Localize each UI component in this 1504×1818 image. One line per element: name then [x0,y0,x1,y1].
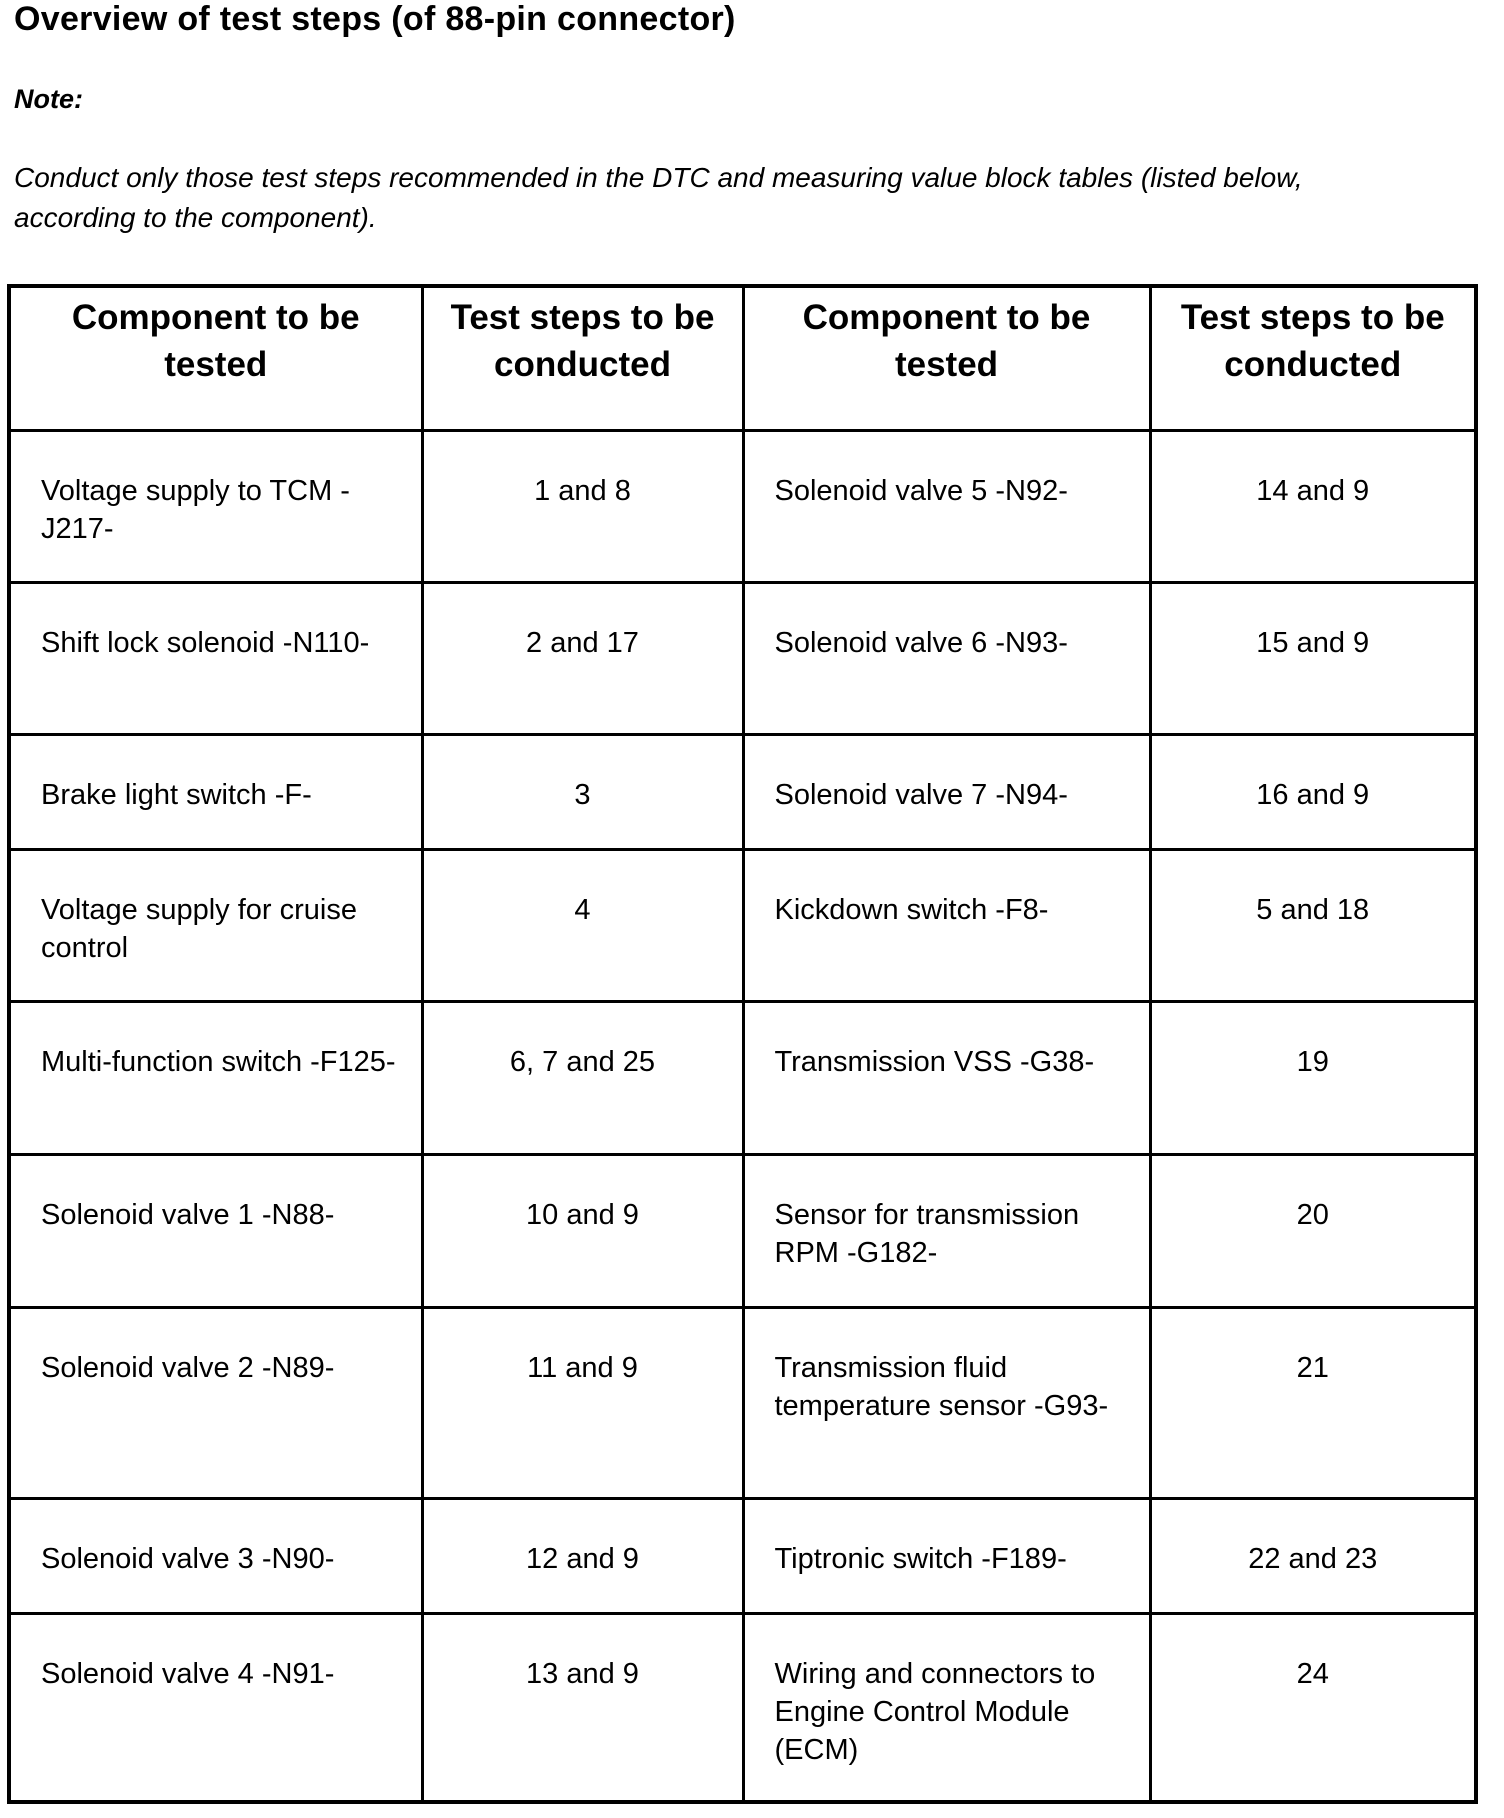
component-cell: Transmission VSS -G38- [743,1001,1150,1154]
table-row [9,430,1476,582]
test-steps-cell: 13 and 9 [422,1613,743,1802]
test-steps-cell: 22 and 23 [1150,1498,1476,1613]
page-title: Overview of test steps (of 88-pin connector) [14,0,736,38]
component-cell: Solenoid valve 6 -N93- [743,582,1150,734]
test-steps-cell: 16 and 9 [1150,734,1476,849]
header-component-1: Component to be tested [9,286,422,430]
component-cell: Multi-function switch -F125- [9,1001,422,1154]
component-cell: Sensor for transmission RPM -G182- [743,1154,1150,1307]
note-label: Note: [14,84,83,114]
component-cell: Transmission fluid temperature sensor -G93- [743,1307,1150,1498]
test-steps-cell: 5 and 18 [1150,849,1476,1001]
test-steps-cell: 11 and 9 [422,1307,743,1498]
table-row [9,1001,1476,1154]
component-cell: Wiring and connectors to Engine Control Module (ECM) [743,1613,1150,1802]
test-steps-cell: 20 [1150,1154,1476,1307]
table-row [9,1498,1476,1613]
table-row [9,734,1476,849]
test-steps-cell: 24 [1150,1613,1476,1802]
header-component-2: Component to be tested [743,286,1150,430]
test-steps-cell: 3 [422,734,743,849]
component-cell: Tiptronic switch -F189- [743,1498,1150,1613]
test-steps-cell: 10 and 9 [422,1154,743,1307]
table-row [9,1154,1476,1307]
component-cell: Kickdown switch -F8- [743,849,1150,1001]
table-row [9,582,1476,734]
component-cell: Brake light switch -F- [9,734,422,849]
component-cell: Solenoid valve 5 -N92- [743,430,1150,582]
test-steps-table [7,284,1478,1804]
component-cell: Solenoid valve 7 -N94- [743,734,1150,849]
test-steps-cell: 2 and 17 [422,582,743,734]
component-cell: Solenoid valve 1 -N88- [9,1154,422,1307]
note-text: Conduct only those test steps recommended in the DTC and measuring value block tables (listed below, according to the component). [14,162,1303,233]
test-steps-cell: 6, 7 and 25 [422,1001,743,1154]
table-header-row [9,286,1476,430]
table-row [9,849,1476,1001]
test-steps-cell: 19 [1150,1001,1476,1154]
test-steps-cell: 21 [1150,1307,1476,1498]
test-steps-cell: 12 and 9 [422,1498,743,1613]
component-cell: Solenoid valve 2 -N89- [9,1307,422,1498]
component-cell: Voltage supply for cruise control [9,849,422,1001]
component-cell: Shift lock solenoid -N110- [9,582,422,734]
table-row [9,1613,1476,1802]
test-steps-cell: 1 and 8 [422,430,743,582]
component-cell: Solenoid valve 4 -N91- [9,1613,422,1802]
component-cell: Solenoid valve 3 -N90- [9,1498,422,1613]
test-steps-cell: 14 and 9 [1150,430,1476,582]
test-steps-cell: 4 [422,849,743,1001]
header-test-steps-1: Test steps to be conducted [422,286,743,430]
table-row [9,1307,1476,1498]
component-cell: Voltage supply to TCM -J217- [9,430,422,582]
header-test-steps-2: Test steps to be conducted [1150,286,1476,430]
test-steps-cell: 15 and 9 [1150,582,1476,734]
